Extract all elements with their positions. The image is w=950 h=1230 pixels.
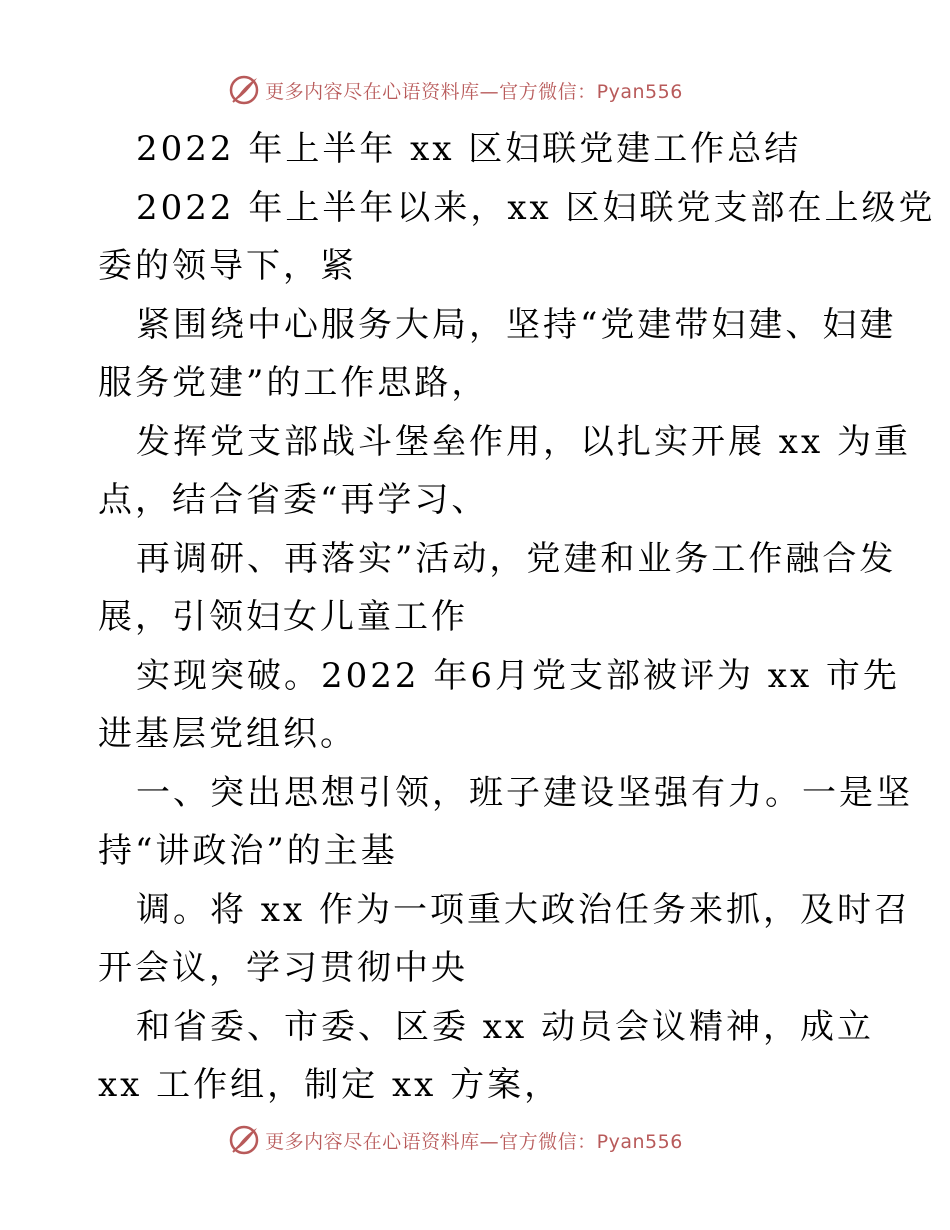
paragraph-line: 委的领导下，紧: [98, 246, 357, 286]
header-watermark: [0, 70, 950, 110]
paragraph-line: 点，结合省委“再学习、: [98, 480, 489, 520]
document-body: [98, 120, 936, 1115]
paragraph-line: 和省委、市委、区委 xx 动员会议精神，成立: [136, 1006, 874, 1047]
paragraph-line: 再调研、再落实”活动，党建和业务工作融合发: [136, 538, 897, 579]
paragraph-line: 紧围绕中心服务大局，坚持“党建带妇建、妇建: [136, 304, 897, 345]
paragraph-line: 持“讲政治”的主基: [98, 831, 398, 871]
feather-pen-logo-icon: [227, 73, 261, 107]
document-title: 2022 年上半年 xx 区妇联党建工作总结: [136, 129, 802, 169]
watermark-text: 更多内容尽在心语资料库—官方微信：Pyan556: [265, 1130, 683, 1153]
paragraph-line: 2022 年上半年以来，xx 区妇联党支部在上级党: [136, 187, 936, 228]
paragraph-line: 展，引领妇女儿童工作: [98, 597, 468, 637]
footer-watermark: [0, 1120, 950, 1160]
paragraph-line: 开会议，学习贯彻中央: [98, 948, 468, 988]
paragraph-line: xx 工作组，制定 xx 方案，: [98, 1065, 562, 1105]
paragraph-line: 服务党建”的工作思路，: [98, 363, 489, 403]
paragraph-line: 进基层党组织。: [98, 714, 357, 754]
paragraph-line: 调。将 xx 作为一项重大政治任务来抓，及时召: [136, 889, 911, 930]
paragraph-line: 发挥党支部战斗堡垒作用，以扎实开展 xx 为重: [136, 421, 911, 462]
section-heading-line: 一、突出思想引领，班子建设坚强有力。一是坚: [136, 772, 913, 813]
paragraph-line: 实现突破。2022 年6月党支部被评为 xx 市先: [136, 655, 900, 696]
watermark-text: 更多内容尽在心语资料库—官方微信：Pyan556: [265, 80, 683, 103]
feather-pen-logo-icon: [227, 1123, 261, 1157]
